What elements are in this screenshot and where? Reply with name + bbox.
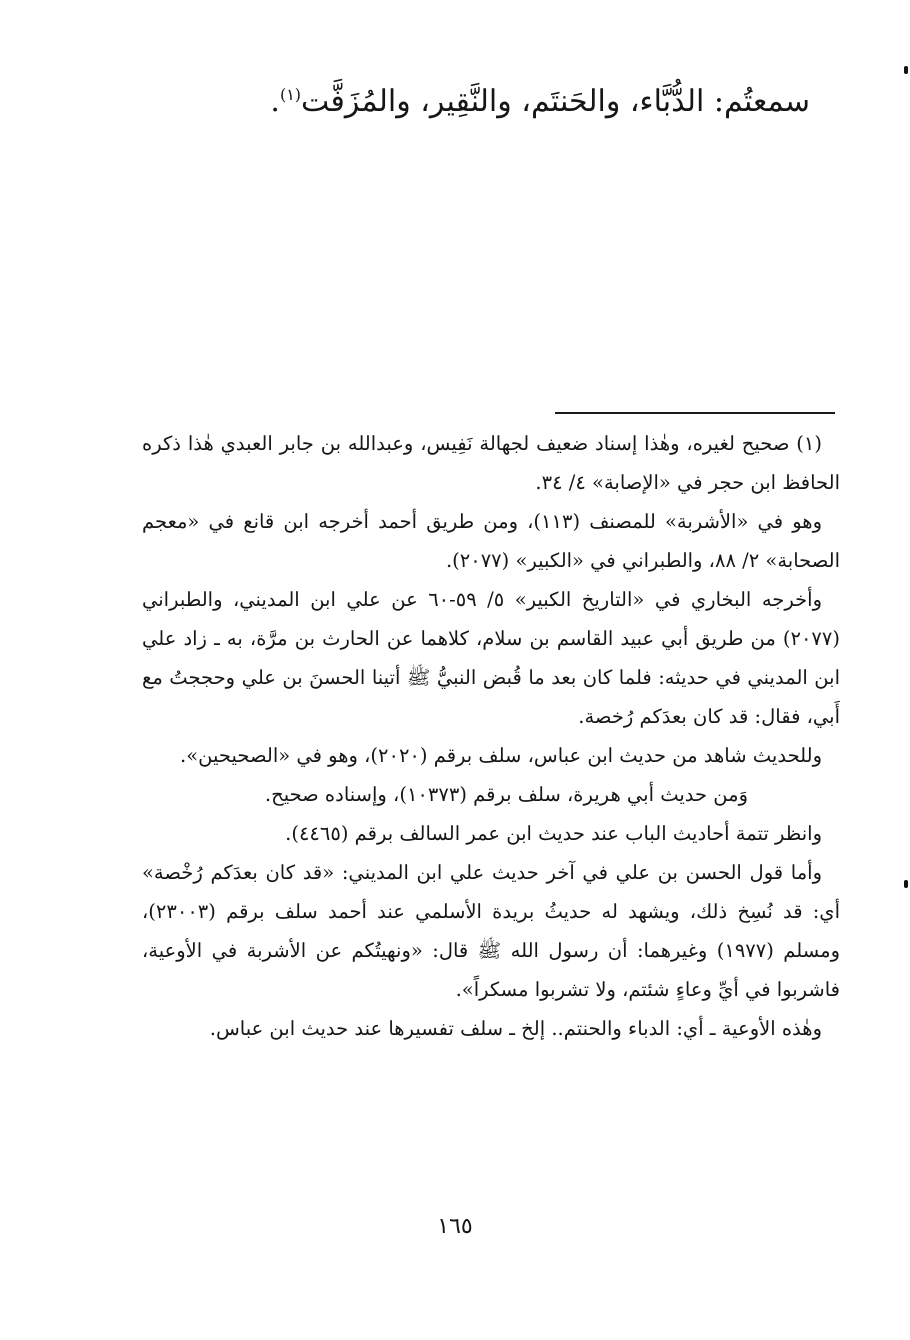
footnote-paragraph: وَمن حديث أبي هريرة، سلف برقم (١٠٣٧٣)، وإسناده صحيح.	[264, 783, 748, 806]
footnote-reference: (١)	[279, 85, 302, 104]
footnote-paragraph: وهو في «الأشربة» للمصنف (١١٣)، ومن طريق أحمد أخرجه ابن قانع في «معجم الصحابة» ٢/ ٨٨، والطبراني في «الكبير» (٢٠٧٧).	[142, 510, 840, 572]
footnote-paragraph: وهٰذه الأوعية ـ أي: الدباء والحنتم.. إلخ ـ سلف تفسيرها عند حديث ابن عباس.	[209, 1017, 822, 1040]
footnote-paragraph: وأخرجه البخاري في «التاريخ الكبير» ٥/ ٥٩-٦٠ عن علي ابن المديني، والطبراني (٢٠٧٧) من طريق أبي عبيد القاسم بن سلام، كلاهما عن الحارث بن مرَّة، به ـ زاد علي ابن المديني في حديثه: فلما كان بعد ما قُبض النبيُّ ﷺ أتينا الحسنَ بن علي وحججتُ مع أَبي، فقال: قد كان بعدَكم رُخصة.	[142, 588, 840, 728]
margin-mark	[904, 66, 908, 74]
footnote-paragraph: وللحديث شاهد من حديث ابن عباس، سلف برقم (٢٠٢٠)، وهو في «الصحيحين».	[180, 744, 822, 767]
footnote-paragraph: وانظر تتمة أحاديث الباب عند حديث ابن عمر السالف برقم (٤٤٦٥).	[285, 822, 822, 845]
footnotes-block	[142, 424, 840, 1048]
main-text: سمعتُم: الدُّبَّاء، والحَنتَم، والنَّقِير، والمُزَفَّت	[301, 84, 810, 119]
footnote-paragraph: (١) صحيح لغيره، وهٰذا إسناد ضعيف لجهالة نَفِيس، وعبدالله بن جابر العبدي هٰذا ذكره الحافظ ابن حجر في «الإصابة» ٤/ ٣٤.	[142, 432, 840, 494]
main-text-line	[110, 80, 810, 124]
page-number: ١٦٥	[437, 1214, 473, 1239]
footnote-separator	[555, 412, 835, 414]
main-text-end: .	[270, 84, 280, 119]
footnote-paragraph: وأما قول الحسن بن علي في آخر حديث علي ابن المديني: «قد كان بعدَكم رُخْصة» أي: قد نُسِخ ذلك، ويشهد له حديثُ بريدة الأسلمي عند أحمد سلف برقم (٢٣٠٠٣)، ومسلم (١٩٧٧) وغيرهما: أن رسول الله ﷺ قال: «ونهيتُكم عن الأشربة في الأوعية، فاشربوا في أيِّ وعاءٍ شئتم، ولا تشربوا مسكراً».	[142, 861, 840, 1001]
margin-mark	[904, 880, 908, 888]
